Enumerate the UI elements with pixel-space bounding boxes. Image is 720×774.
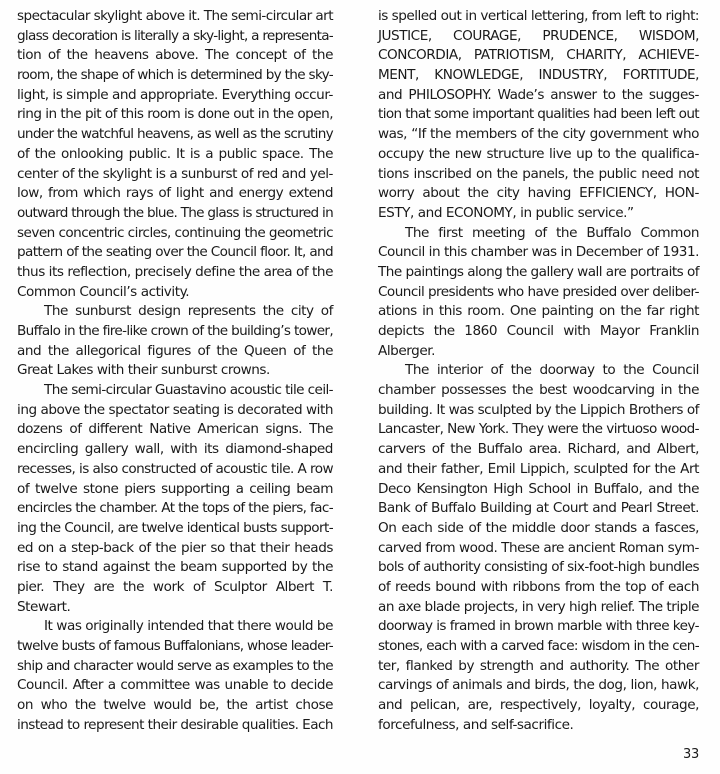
text-line: was, “If the members of the city government who (378, 126, 699, 143)
text-line: and pelican, are, respectively, loyalty, courage, (378, 697, 699, 714)
text-line: twelve busts of famous Buffalonians, whose leader- (17, 638, 333, 654)
text-line: It was originally intended that there would be (44, 618, 333, 635)
text-line: Stewart. (17, 598, 71, 615)
text-line: building. It was sculpted by the Lippich Brothers of (378, 401, 699, 418)
text-line: ations in this room. One painting on the far right (378, 303, 699, 320)
text-line: On each side of the middle door stands a fasces, (378, 519, 699, 536)
text-line: of twelve stone piers supporting a ceiling beam (17, 480, 333, 497)
text-line: an axe blade projects, in very high relief. The triple (378, 598, 699, 615)
text-line: bols of authority consisting of six-foot-high bundles (378, 559, 699, 576)
text-line: occupy the new structure live up to the qualifica- (378, 145, 699, 162)
text-line: forcefulness, and self-sacrifice. (378, 716, 574, 733)
text-line: instead to represent their desirable qualities. Each (17, 716, 333, 733)
text-line: dozens of different Native American signs. The (17, 421, 333, 438)
text-line: ing the Council, are twelve identical busts support- (17, 519, 334, 536)
text-line: under the watchful heavens, as well as the scrutiny (17, 126, 333, 143)
text-line: of reeds bound with ribbons from the top of each (378, 578, 699, 595)
text-line: and their father, Emil Lippich, sculpted for the Art (378, 460, 699, 477)
text-line: carvings of animals and birds, the dog, lion, hawk, (378, 677, 699, 694)
text-line: light, is simple and appropriate. Everything occur- (17, 86, 333, 103)
text-line: depicts the 1860 Council with Mayor Franklin (378, 323, 699, 339)
text-line: chamber possesses the best woodcarving in the (378, 382, 699, 399)
text-line: The paintings along the gallery wall are portraits of (378, 263, 699, 280)
text-line: rise to stand against the beam supported by the (17, 559, 333, 576)
text-line: is spelled out in vertical lettering, from left to right: (378, 8, 699, 24)
text-line: The semi-circular Guastavino acoustic tile ceil- (44, 382, 333, 399)
text-line: tion that some important qualities had been left out (378, 106, 699, 123)
text-line: room, the shape of which is determined by the sky- (17, 67, 333, 84)
text-line: pier. They are the work of Sculptor Albert T. (17, 578, 333, 595)
text-line: The sunburst design represents the city of (44, 303, 333, 320)
text-line: ing above the spectator seating is decorated with (17, 401, 333, 418)
text-line: low, from which rays of light and energy extend (17, 185, 333, 202)
left-column (17, 7, 333, 735)
text-line: outward through the blue. The glass is structured in (17, 204, 333, 221)
text-line: center of the skylight is a sunburst of red and yel- (17, 165, 333, 182)
text-line: ring in the pit of this room is done out in the open, (17, 106, 333, 123)
text-line: of the onlooking public. It is a public space. The (17, 145, 333, 162)
text-line: Lancaster, New York. They were the virtuoso wood- (378, 421, 699, 438)
text-line: Great Lakes with their sunburst crowns. (17, 362, 270, 379)
text-line: on who the twelve would be, the artist chose (17, 697, 333, 714)
text-line: Council presidents who have presided over deliber- (378, 283, 699, 300)
text-line: The interior of the doorway to the Council (405, 362, 699, 379)
text-line: recesses, is also constructed of acoustic tile. A row (17, 460, 333, 477)
text-line: worry about the city having EFFICIENCY, HON- (378, 185, 699, 202)
text-line: encircling gallery wall, with its diamond-shaped (17, 441, 333, 458)
text-line: Common Council’s activity. (17, 283, 190, 300)
text-line: The first meeting of the Buffalo Common (405, 224, 699, 241)
page-number: 33 (683, 747, 699, 762)
text-line: pattern of the seating over the Council floor. It, and (17, 244, 333, 261)
text-line: ship and character would serve as examples to the (17, 657, 333, 674)
text-line: ed on a step-back of the pier so that their heads (17, 539, 333, 556)
text-line: ESTY, and ECONOMY, in public service.” (378, 204, 634, 221)
text-line: carvers of the Buffalo area. Richard, and Albert, (378, 441, 699, 458)
text-line: Buffalo in the fire-like crown of the building’s tower, (17, 323, 333, 339)
text-line: ter, flanked by strength and authority. The other (378, 657, 699, 674)
text-line: glass decoration is literally a sky-light, a representa- (17, 27, 333, 44)
text-line: Deco Kensington High School in Buffalo, and the (378, 480, 699, 497)
text-line: spectacular skylight above it. The semi-circular art (17, 8, 333, 24)
text-line: carved from wood. These are ancient Roman sym- (378, 539, 699, 556)
text-line: Alberger. (378, 342, 436, 359)
text-line: MENT, KNOWLEDGE, INDUSTRY, FORTITUDE, (378, 67, 699, 84)
text-line: CONCORDIA, PATRIOTISM, CHARITY, ACHIEVE- (378, 47, 699, 64)
text-line: tion of the heavens above. The concept of the (17, 47, 333, 64)
text-line: JUSTICE, COURAGE, PRUDENCE, WISDOM, (378, 27, 699, 44)
text-line: Bank of Buffalo Building at Court and Pearl Street. (378, 500, 699, 517)
text-line: stones, each with a carved face: wisdom in the cen- (378, 638, 699, 654)
text-line: doorway is framed in brown marble with three key- (378, 618, 699, 635)
text-line: seven concentric circles, continuing the geometric (17, 224, 333, 241)
text-line: Council in this chamber was in December of 1931. (378, 244, 699, 261)
text-line: Council. After a committee was unable to decide (17, 677, 333, 694)
text-line: tions inscribed on the panels, the public need not (378, 165, 699, 182)
text-line: and PHILOSOPHY. Wade’s answer to the sugges- (378, 86, 699, 103)
text-line: and the allegorical figures of the Queen of the (17, 342, 333, 359)
right-column (378, 7, 699, 735)
text-line: encircles the chamber. At the tops of the piers, fac- (17, 500, 333, 517)
text-line: thus its reflection, precisely define the area of the (17, 263, 333, 280)
